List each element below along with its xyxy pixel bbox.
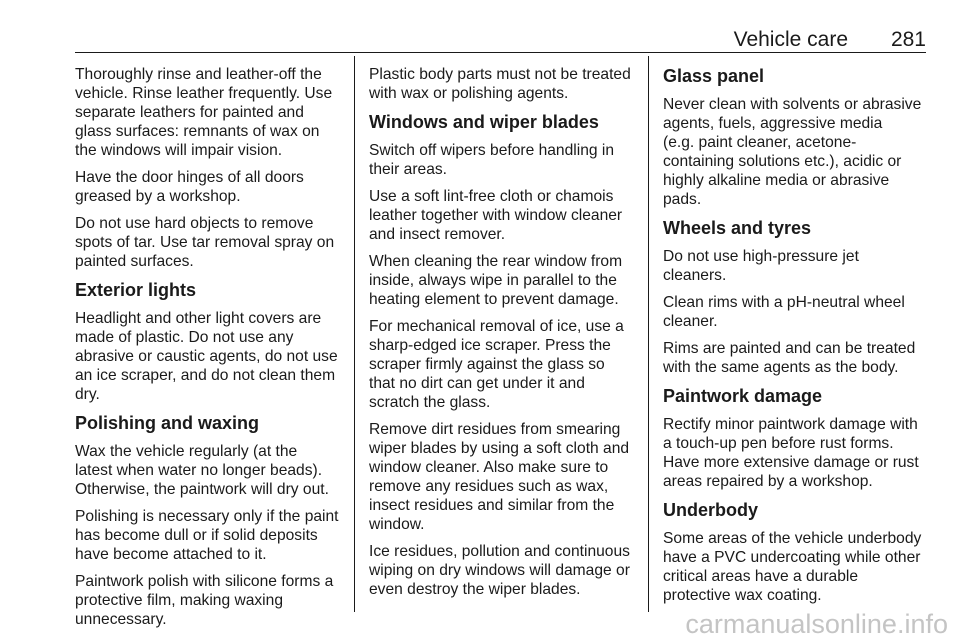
paragraph: Rectify minor paintwork damage with a touch-up pen before rust forms. Have more extensive damage or rust areas repaired by a workshop. [663,416,919,490]
paragraph: Thoroughly rinse and leather-off the vehicle. Rinse leather frequently. Use separate leathers for painted and glass surfaces: remnants of wax on the windows will impair vision. [75,66,333,159]
paragraph: Use a soft lint-free cloth or chamois leather together with window cleaner and insect remover. [369,188,623,243]
paragraph: Some areas of the vehicle underbody have a PVC undercoating while other critical areas have a durable protective wax coating. [663,530,922,604]
column-divider-1 [354,56,355,612]
paragraph: Paintwork polish with silicone forms a protective film, making waxing unnecessary. [75,573,334,628]
header-rule [75,52,926,53]
paragraph: When cleaning the rear window from inside, always wipe in parallel to the heating element to prevent damage. [369,253,623,308]
paragraph: Clean rims with a pH-neutral wheel cleaner. [663,294,905,330]
paragraph: Wax the vehicle regularly (at the latest when water no longer beads). Otherwise, the paintwork will dry out. [75,443,329,498]
paragraph: Switch off wipers before handling in their areas. [369,142,615,178]
page-header [75,28,926,50]
heading-glass-panel: Glass panel [663,66,765,86]
paragraph: Never clean with solvents or abrasive agents, fuels, aggressive media (e.g. paint cleaner, acetone- containing solutions etc.), acidic or highly alkaline media or abrasive pads. [663,96,922,208]
paragraph: Ice residues, pollution and continuous wiping on dry windows will damage or even destroy the wiper blades. [369,543,630,598]
paragraph: Rims are painted and can be treated with the same agents as the body. [663,340,916,376]
heading-exterior-lights: Exterior lights [75,280,197,300]
paragraph: Do not use high-pressure jet cleaners. [663,248,859,284]
column-divider-2 [648,56,649,612]
heading-paintwork-damage: Paintwork damage [663,386,823,406]
paragraph: Have the door hinges of all doors greased by a workshop. [75,169,304,205]
paragraph: Polishing is necessary only if the paint has become dull or if solid deposits have become attached to it. [75,508,339,563]
watermark: carmanualsonline.info [685,609,948,639]
text-column-2 [369,65,641,607]
text-column-3 [663,65,935,613]
paragraph: Do not use hard objects to remove spots of tar. Use tar removal spray on painted surfaces. [75,215,335,270]
heading-underbody: Underbody [663,500,759,520]
heading-windows-and-wiper-blades: Windows and wiper blades [369,112,599,132]
paragraph: Remove dirt residues from smearing wiper blades by using a soft cloth and window cleaner. Also make sure to remove any residues such as wax, insect residues and similar from the window. [369,421,630,533]
heading-wheels-and-tyres: Wheels and tyres [663,218,812,238]
paragraph: Plastic body parts must not be treated with wax or polishing agents. [369,66,631,102]
paragraph: For mechanical removal of ice, use a sharp-edged ice scraper. Press the scraper firmly against the glass so that no dirt can get under it and scratch the glass. [369,318,624,411]
page-number: 281 [890,28,926,51]
section-title: Vehicle care [733,28,848,51]
text-column-1 [75,65,347,637]
heading-polishing-and-waxing: Polishing and waxing [75,413,260,433]
paragraph: Headlight and other light covers are made of plastic. Do not use any abrasive or caustic agents, do not use an ice scraper, and do not clean them dry. [75,310,338,403]
